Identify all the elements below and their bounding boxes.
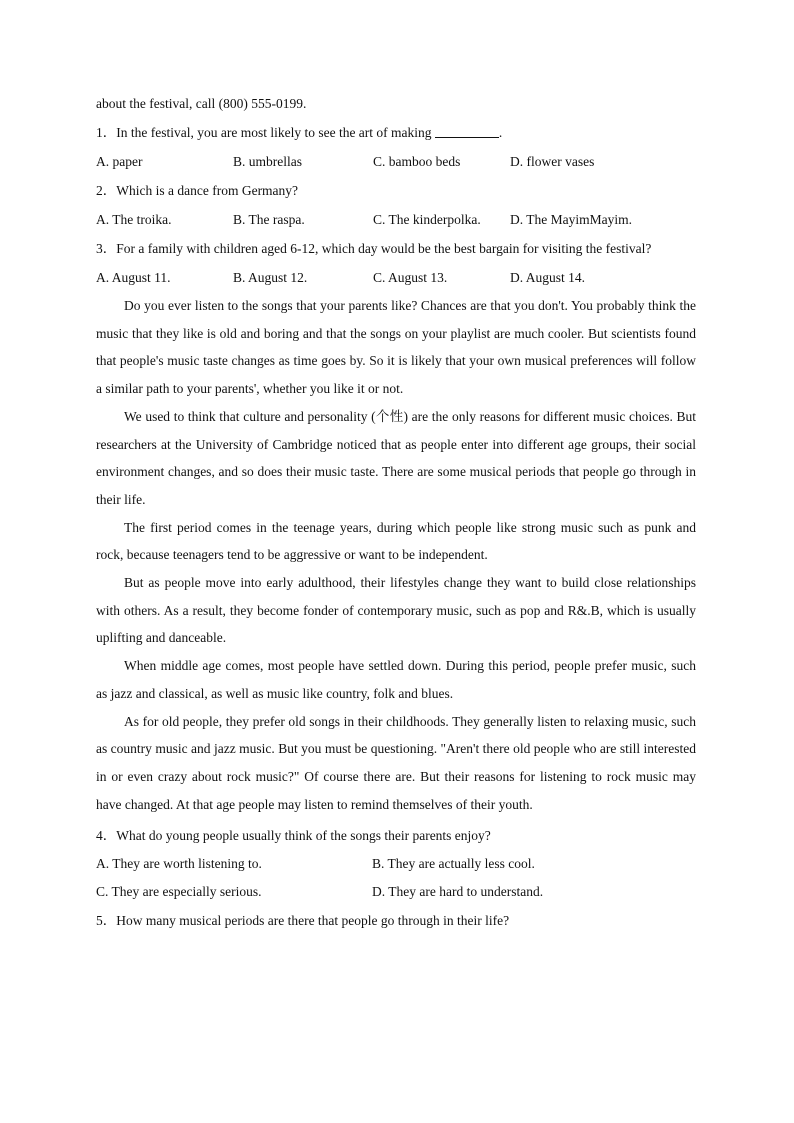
reading-passage: [96, 292, 696, 818]
option-c: C. bamboo beds: [373, 154, 461, 169]
passage-paragraph: When middle age comes, most people have settled down. During this period, people prefer music, such as jazz and classical, as well as music like country, folk and blues.: [96, 658, 696, 701]
question-1-stem-text: 1．In the festival, you are most likely to see the art of making: [96, 125, 435, 140]
answer-blank: [435, 124, 499, 138]
option-a: A. paper: [96, 154, 143, 169]
question-3-stem: 3．For a family with children aged 6-12, which day would be the best bargain for visiting the festival?: [96, 241, 652, 256]
question-1-options: [96, 152, 696, 172]
question-4-options-row-1: [96, 854, 696, 874]
option-b: B. umbrellas: [233, 154, 302, 169]
option-d: D. The MayimMayim.: [510, 212, 632, 227]
question-5-stem: 5．How many musical periods are there that people go through in their life?: [96, 913, 510, 929]
option-b: B. August 12.: [233, 270, 308, 285]
passage-paragraph: Do you ever listen to the songs that your parents like? Chances are that you don't. You probably think the music that they like is old and boring and that the songs on your playlist are much cooler. But scientists found that people's music taste changes as time goes by. So it is likely that your own musical preferences will follow a similar path to your parents', whether you like it or not.: [96, 298, 696, 397]
option-b: B. The raspa.: [233, 212, 305, 227]
question-2-stem: 2．Which is a dance from Germany?: [96, 183, 299, 198]
option-a: A. They are worth listening to.: [96, 856, 262, 872]
passage-paragraph: But as people move into early adulthood, their lifestyles change they want to build close relationships with others. As a result, they become fonder of contemporary music, such as pop and R&.B, which is usually uplifting and danceable.: [96, 575, 696, 646]
question-2-options: [96, 210, 696, 230]
option-d: D. August 14.: [510, 270, 586, 285]
passage-paragraph: We used to think that culture and personality (个性) are the only reasons for different music choices. But researchers at the University of Cambridge noticed that as people enter into different age groups, their social environment changes, and so does their music taste. There are some musical periods that people go through in their life.: [96, 408, 696, 507]
option-a: A. The troika.: [96, 212, 172, 227]
option-d: D. flower vases: [510, 154, 595, 169]
passage-paragraph: As for old people, they prefer old songs in their childhoods. They generally listen to relaxing music, such as country music and jazz music. But you must be questioning. "Aren't there old people who are still interested in or even crazy about rock music?" Of course there are. But their reasons for listening to rock music may have changed. At that age people may listen to remind themselves of their youth.: [96, 713, 696, 812]
option-d: D. They are hard to understand.: [372, 884, 544, 900]
passage-paragraph: The first period comes in the teenage years, during which people like strong music such as punk and rock, because teenagers tend to be aggressive or want to be independent.: [96, 519, 696, 563]
question-4-stem: 4．What do young people usually think of the songs their parents enjoy?: [96, 828, 491, 844]
option-c: C. The kinderpolka.: [373, 212, 481, 227]
option-a: A. August 11.: [96, 270, 171, 285]
question-4-options-row-2: [96, 882, 696, 902]
document-page: [96, 94, 696, 931]
intro-tail: about the festival, call (800) 555-0199.: [96, 96, 307, 111]
question-3-options: [96, 268, 696, 288]
option-c: C. They are especially serious.: [96, 884, 262, 900]
option-b: B. They are actually less cool.: [372, 856, 535, 872]
question-1-stem: [96, 123, 696, 143]
question-1-stem-end: .: [498, 125, 503, 140]
option-c: C. August 13.: [373, 270, 448, 285]
